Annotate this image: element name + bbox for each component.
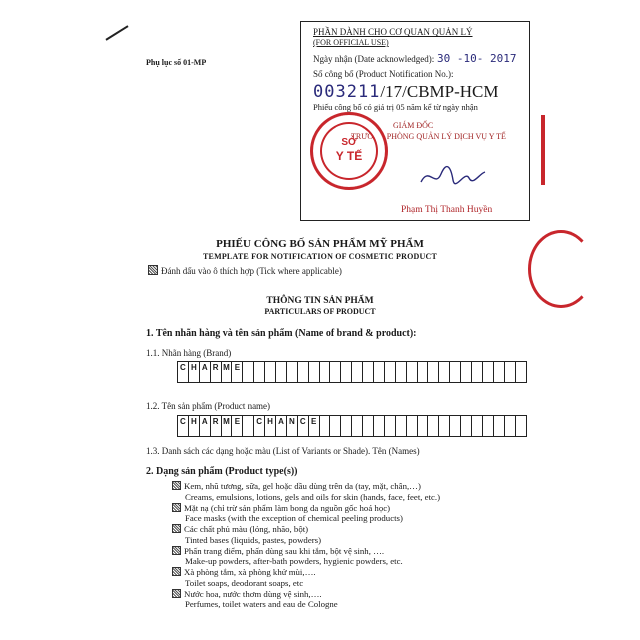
- letter-cell[interactable]: [396, 415, 407, 437]
- letter-cell[interactable]: [374, 361, 385, 383]
- letter-cell[interactable]: [385, 361, 396, 383]
- brand-label: 1.1. Nhãn hàng (Brand): [146, 348, 232, 358]
- letter-cell[interactable]: [428, 415, 439, 437]
- letter-cell[interactable]: H: [189, 361, 200, 383]
- notification-number-printed: /17/CBMP-HCM: [380, 82, 499, 101]
- letter-cell[interactable]: [265, 361, 276, 383]
- letter-cell[interactable]: [439, 415, 450, 437]
- letter-cell[interactable]: A: [200, 361, 211, 383]
- product-type-vi: Mặt nạ (chỉ trừ sản phẩm làm bong da nguồn gốc hoá học): [184, 502, 391, 513]
- letter-cell[interactable]: [418, 415, 429, 437]
- letter-cell[interactable]: [516, 361, 527, 383]
- checkbox-icon: [148, 265, 158, 275]
- letter-cell[interactable]: C: [254, 415, 265, 437]
- product-type-vi: Nước hoa, nước thơm dùng vệ sinh,….: [184, 588, 322, 599]
- letter-cell[interactable]: [472, 361, 483, 383]
- letter-cell[interactable]: [505, 361, 516, 383]
- letter-cell[interactable]: [341, 415, 352, 437]
- letter-cell[interactable]: [243, 361, 254, 383]
- product-type-en: Face masks (with the exception of chemical peeling products): [185, 513, 403, 523]
- letter-cell[interactable]: [396, 361, 407, 383]
- letter-cell[interactable]: [320, 415, 331, 437]
- letter-cell[interactable]: [374, 415, 385, 437]
- letter-cell[interactable]: C: [178, 415, 189, 437]
- product-type-option[interactable]: [172, 546, 384, 556]
- official-use-header: PHẦN DÀNH CHO CƠ QUAN QUẢN LÝ: [313, 27, 473, 37]
- checkbox-icon[interactable]: [172, 524, 181, 533]
- letter-cell[interactable]: [505, 415, 516, 437]
- letter-cell[interactable]: [298, 361, 309, 383]
- signer-title-1: GIÁM ĐỐC: [393, 121, 434, 130]
- seal-line-1: SỞ: [341, 137, 357, 148]
- letter-cell[interactable]: A: [200, 415, 211, 437]
- pen-mark: [105, 25, 128, 40]
- product-type-en: Perfumes, toilet waters and eau de Cologne: [185, 599, 338, 609]
- letter-cell[interactable]: [461, 361, 472, 383]
- letter-cell[interactable]: [516, 415, 527, 437]
- product-type-option[interactable]: [172, 481, 421, 491]
- letter-cell[interactable]: [330, 415, 341, 437]
- letter-cell[interactable]: [439, 361, 450, 383]
- product-type-option[interactable]: [172, 589, 322, 599]
- section-2-heading: 2. Dạng sản phẩm (Product type(s)): [146, 466, 298, 477]
- product-type-option[interactable]: [172, 567, 316, 577]
- product-type-en: Tinted bases (liquids, pastes, powders): [185, 534, 322, 545]
- particulars-title-en: PARTICULARS OF PRODUCT: [264, 307, 376, 316]
- letter-cell[interactable]: [407, 361, 418, 383]
- letter-cell[interactable]: [287, 361, 298, 383]
- letter-cell[interactable]: [450, 415, 461, 437]
- letter-cell[interactable]: [309, 361, 320, 383]
- signature-icon: [417, 162, 487, 190]
- letter-cell[interactable]: [385, 415, 396, 437]
- letter-cell[interactable]: [472, 415, 483, 437]
- letter-cell[interactable]: [341, 361, 352, 383]
- notification-number-handwritten: 003211: [313, 82, 381, 102]
- particulars-title: THÔNG TIN SẢN PHẨM: [266, 296, 374, 306]
- letter-cell[interactable]: N: [287, 415, 298, 437]
- product-type-en: Make-up powders, after-bath powders, hygienic powders, etc.: [185, 556, 403, 566]
- form-code: Phụ lục số 01-MP: [146, 58, 207, 67]
- product-type-vi: Xà phòng tắm, xà phòng khử mùi,….: [184, 567, 316, 577]
- seal-line-2: Y TẾ: [335, 149, 363, 163]
- product-type-en: Creams, emulsions, lotions, gels and oils for skin (hands, face, feet, etc.): [185, 491, 441, 502]
- letter-cell[interactable]: M: [222, 361, 233, 383]
- letter-cell[interactable]: R: [211, 361, 222, 383]
- signer-name: Phạm Thị Thanh Huyền: [401, 205, 493, 215]
- product-type-vi: Phấn trang điểm, phấn dùng sau khi tắm, bột vệ sinh, ….: [184, 545, 385, 556]
- notification-number: [313, 82, 499, 102]
- checkbox-icon[interactable]: [172, 503, 181, 512]
- letter-cell[interactable]: [320, 361, 331, 383]
- letter-cell[interactable]: E: [232, 415, 243, 437]
- letter-cell[interactable]: R: [211, 415, 222, 437]
- letter-cell[interactable]: [330, 361, 341, 383]
- letter-cell[interactable]: [243, 415, 254, 437]
- letter-cell[interactable]: E: [309, 415, 320, 437]
- product-type-vi: Kem, nhũ tương, sữa, gel hoặc dầu dùng trên da (tay, mặt, chân,…): [184, 481, 421, 491]
- official-seal-icon: [310, 112, 388, 190]
- variants-label: 1.3. Danh sách các dạng hoặc màu (List of Variants or Shade). Tên (Names): [146, 446, 420, 456]
- official-use-header-en: (FOR OFFICIAL USE): [313, 38, 389, 47]
- letter-cell[interactable]: H: [189, 415, 200, 437]
- letter-cell[interactable]: [352, 361, 363, 383]
- document-title: PHIẾU CÔNG BỐ SẢN PHẨM MỸ PHẨM: [216, 238, 424, 250]
- letter-cell[interactable]: [352, 415, 363, 437]
- validity-note: Phiếu công bố có giá trị 05 năm kể từ ngày nhận: [313, 102, 478, 112]
- checkbox-icon[interactable]: [172, 546, 181, 555]
- product-name-label: 1.2. Tên sản phẩm (Product name): [146, 401, 271, 411]
- letter-cell[interactable]: [428, 361, 439, 383]
- date-acknowledged-label: Ngày nhận (Date acknowledged):: [313, 54, 435, 64]
- letter-cell[interactable]: [450, 361, 461, 383]
- notification-number-label: Số công bố (Product Notification No.):: [313, 69, 454, 79]
- letter-cell[interactable]: [363, 361, 374, 383]
- letter-cell[interactable]: [483, 415, 494, 437]
- letter-cell[interactable]: [254, 361, 265, 383]
- letter-cell[interactable]: H: [265, 415, 276, 437]
- date-acknowledged-value: 30 -10- 2017: [437, 52, 517, 65]
- letter-cell[interactable]: [494, 415, 505, 437]
- product-name-grid[interactable]: [177, 415, 533, 437]
- tick-note-text: Đánh dấu vào ô thích hợp (Tick where applicable): [161, 266, 342, 276]
- letter-cell[interactable]: [363, 415, 374, 437]
- product-type-option[interactable]: [172, 503, 390, 513]
- letter-cell[interactable]: [483, 361, 494, 383]
- letter-cell[interactable]: [407, 415, 418, 437]
- checkbox-icon[interactable]: [172, 567, 181, 576]
- product-type-en: Toilet soaps, deodorant soaps, etc: [185, 577, 304, 588]
- tick-note: [148, 265, 342, 276]
- section-1-heading: 1. Tên nhãn hàng và tên sản phẩm (Name of brand & product):: [146, 328, 417, 339]
- checkbox-icon[interactable]: [172, 481, 181, 490]
- side-stamp-mark: [541, 115, 545, 185]
- letter-cell[interactable]: [276, 361, 287, 383]
- checkbox-icon[interactable]: [172, 589, 181, 598]
- letter-cell[interactable]: [461, 415, 472, 437]
- letter-cell[interactable]: [494, 361, 505, 383]
- letter-cell[interactable]: E: [232, 361, 243, 383]
- product-type-vi: Các chất phủ màu (lỏng, nhão, bột): [184, 524, 309, 534]
- letter-cell[interactable]: M: [222, 415, 233, 437]
- document-title-en: TEMPLATE FOR NOTIFICATION OF COSMETIC PRODUCT: [203, 252, 437, 261]
- letter-cell[interactable]: [418, 361, 429, 383]
- brand-grid[interactable]: [177, 361, 533, 383]
- product-type-option[interactable]: [172, 524, 308, 534]
- letter-cell[interactable]: A: [276, 415, 287, 437]
- letter-cell[interactable]: C: [178, 361, 189, 383]
- signer-title-2: TRƯỞNG PHÒNG QUẢN LÝ DỊCH VỤ Y TẾ: [351, 132, 506, 141]
- letter-cell[interactable]: C: [298, 415, 309, 437]
